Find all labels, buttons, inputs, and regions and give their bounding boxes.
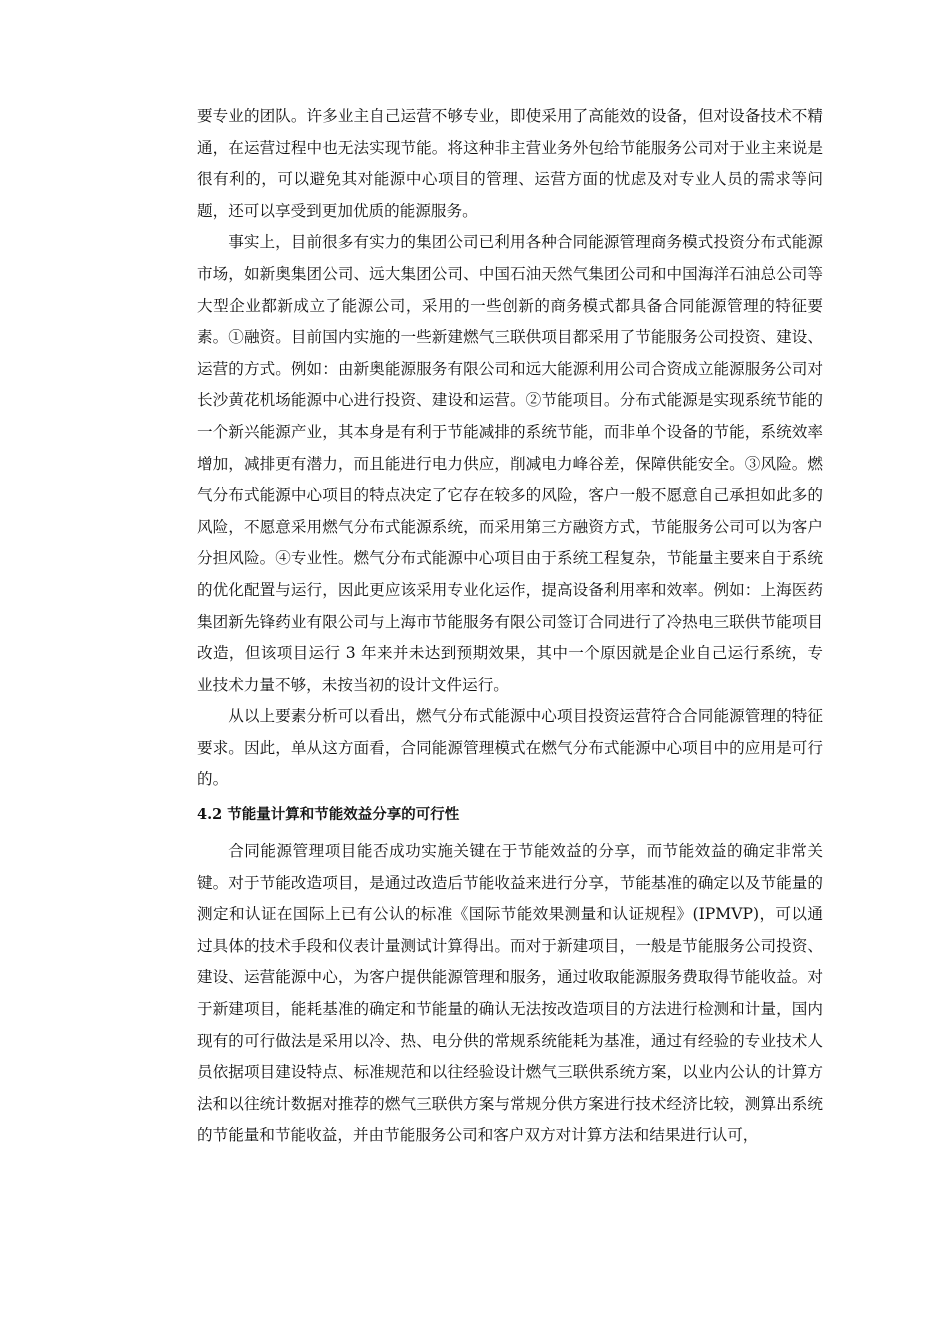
- section-heading: 4.2 节能量计算和节能效益分享的可行性: [197, 806, 460, 824]
- paragraph-continuation: 要专业的团队。许多业主自己运营不够专业，即使采用了高能效的设备，但对设备技术不精通，在运营过程中也无法实现节能。将这种非主营业务外包给节能服务公司对于业主来说是很有利的，可以避免其对能源中心项目的管理、运营方面的忧虑及对专业人员的需求等问题，还可以享受到更加优质的能源服务。: [197, 107, 823, 220]
- document-page: [197, 101, 823, 1152]
- paragraph-energy-savings: 合同能源管理项目能否成功实施关键在于节能效益的分享，而节能效益的确定非常关键。对于节能改造项目，是通过改造后节能收益来进行分享，节能基准的确定以及节能量的测定和认证在国际上已有公认的标准《国际节能效果测量和认证规程》(IPMVP)，可以通过具体的技术手段和仪表计量测试计算得出。而对于新建项目，一般是节能服务公司投资、建设、运营能源中心，为客户提供能源管理和服务，通过收取能源服务费取得节能收益。对于新建项目，能耗基准的确定和节能量的确认无法按改造项目的方法进行检测和计量，国内现有的可行做法是采用以冷、热、电分供的常规系统能耗为基准，通过有经验的专业技术人员依据项目建设特点、标准规范和以往经验设计燃气三联供系统方案，以业内公认的计算方法和以往统计数据对推荐的燃气三联供方案与常规分供方案进行技术经济比较，测算出系统的节能量和节能收益，并由节能服务公司和客户双方对计算方法和结果进行认可，: [197, 842, 823, 1145]
- paragraph-conclusion: 从以上要素分析可以看出，燃气分布式能源中心项目投资运营符合合同能源管理的特征要求。因此，单从这方面看，合同能源管理模式在燃气分布式能源中心项目中的应用是可行的。: [197, 707, 823, 789]
- paragraph-business-models: 事实上，目前很多有实力的集团公司已利用各种合同能源管理商务模式投资分布式能源市场，如新奥集团公司、远大集团公司、中国石油天然气集团公司和中国海洋石油总公司等大型企业都新成立了能源公司，采用的一些创新的商务模式都具备合同能源管理的特征要素。①融资。目前国内实施的一些新建燃气三联供项目都采用了节能服务公司投资、建设、运营的方式。例如：由新奥能源服务有限公司和远大能源利用公司合资成立能源服务公司对长沙黄花机场能源中心进行投资、建设和运营。②节能项目。分布式能源是实现系统节能的一个新兴能源产业，其本身是有利于节能减排的系统节能，而非单个设备的节能，系统效率增加，减排更有潜力，而且能进行电力供应，削减电力峰谷差，保障供能安全。③风险。燃气分布式能源中心项目的特点决定了它存在较多的风险，客户一般不愿意自己承担如此多的风险，不愿意采用燃气分布式能源系统，而采用第三方融资方式，节能服务公司可以为客户分担风险。④专业性。燃气分布式能源中心项目由于系统工程复杂，节能量主要来自于系统的优化配置与运行，因此更应该采用专业化运作，提高设备利用率和效率。例如：上海医药集团新先锋药业有限公司与上海市节能服务有限公司签订合同进行了冷热电三联供节能项目改造，但该项目运行 3 年来并未达到预期效果，其中一个原因就是企业自己运行系统，专业技术力量不够，未按当初的设计文件运行。: [197, 233, 823, 694]
